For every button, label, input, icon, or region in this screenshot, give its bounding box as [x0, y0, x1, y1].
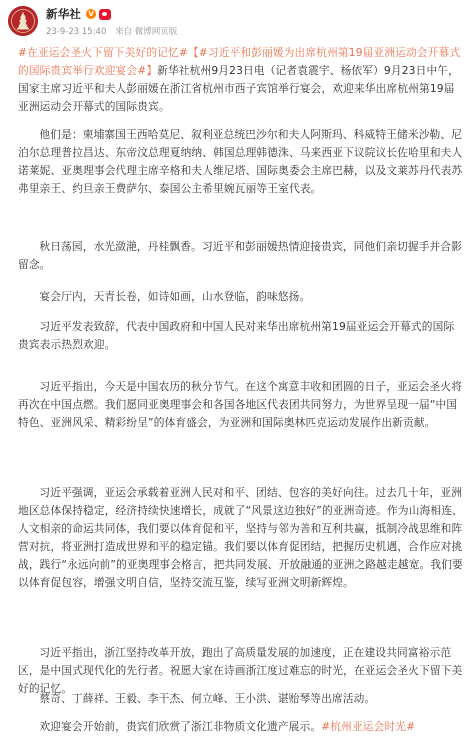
- guest-list-paragraph: 他们是：柬埔寨国王西哈莫尼、叙利亚总统巴沙尔和夫人阿斯玛、科威特王储米沙勒、尼泊尔总理普拉昌达、东帝汶总理夏纳纳、韩国总理韩德洙、马来西亚下议院议长佐哈里和夫人诺莱妮、亚奥理事会代理主席辛格和夫人维尼塔、国际奥委会主席巴赫，以及文莱苏丹代表苏弗里亲王、约旦亲王费萨尔、泰国公主希里婉瓦丽等王室代表。: [18, 128, 463, 195]
- post-timestamp[interactable]: 23-9-23 15:40: [46, 27, 107, 37]
- zhejiang-paragraph: 习近平指出，浙江坚持改革开放，跑出了高质量发展的加速度，正在建设共同富裕示范区，是中国式现代化的先行者。祝愿大家在诗画浙江度过难忘的时光，在亚运会圣火下留下美好的记忆。: [18, 646, 463, 695]
- banquet-hall-paragraph: 宴会厅内，天青长卷，如诗如画，山水登临，韵味悠扬。: [39, 290, 311, 303]
- speech-paragraph: 习近平发表致辞，代表中国政府和中国人民对来华出席杭州第19届亚运会开幕式的国际贵宾表示热烈欢迎。: [18, 320, 455, 351]
- weibo-member-icon: [99, 9, 111, 20]
- autumn-equinox-paragraph: 习近平指出，今天是中国农历的秋分节气。在这个寓意丰收和团圆的日子，亚运会圣火将再次在中国点燃。我们愿同亚奥理事会和各国各地区代表团共同努力，为世界呈现一届“中国特色、亚洲风采、精彩纷呈”的体育盛会，为亚洲和国际奥林匹克运动发展作出新贡献。: [18, 380, 463, 429]
- attendees-paragraph: 蔡奇、丁薛祥、王毅、李干杰、何立峰、王小洪、谌贻琴等出席活动。: [39, 692, 376, 705]
- xinhua-logo-icon: [8, 6, 38, 36]
- avatar[interactable]: [8, 6, 38, 36]
- closing-text: 欢迎宴会开始前，贵宾们欣赏了浙江非物质文化遗产展示。: [39, 720, 322, 733]
- post-source: 来自 微博网页版: [115, 27, 178, 37]
- welcome-paragraph: 秋日荡园，水光潋滟，丹桂飘香。习近平和彭丽媛热情迎接贵宾，同他们亲切握手并合影留念。: [18, 240, 463, 271]
- post-header: [0, 0, 474, 44]
- topic-link-memory[interactable]: #在亚运会圣火下留下美好的记忆#: [18, 46, 188, 59]
- asia-unity-paragraph: 习近平强调，亚运会承载着亚洲人民对和平、团结、包容的美好向往。过去几十年，亚洲地区总体保持稳定，经济持续快速增长，成就了“风景这边独好”的亚洲奇迹。作为山海相连、人文相亲的命运共同体，我们要以体育促和平，坚持与邻为善和互利共赢，抵制冷战思维和阵营对抗，将亚洲打造成世界和平的稳定锚。我们要以体育促团结，把握历史机遇，合作应对挑战，践行“永远向前”的亚奥理事会格言，把共同发展、开放融通的亚洲之路越走越宽。我们要以体育促包容，增强文明自信，坚持交流互鉴，续写亚洲文明新辉煌。: [18, 486, 463, 589]
- verified-badge-icon: V: [86, 9, 96, 19]
- lead-text: 新华社杭州9月23日电（记者袁震宇、杨依军）9月23日中午，国家主席习近平和夫人彭丽媛在浙江省杭州市西子宾馆举行宴会，欢迎来华出席杭州第19届亚洲运动会开幕式的国际贵宾。: [18, 64, 459, 113]
- post-meta: [46, 25, 183, 37]
- account-name[interactable]: 新华社: [46, 7, 82, 21]
- lead-paragraph: [18, 44, 464, 116]
- topic-link-asian-games-time[interactable]: #杭州亚运会时光#: [321, 720, 416, 733]
- topic-link-banquet[interactable]: 【#习近平和彭丽媛为出席杭州第19届亚洲运动会开幕式的国际贵宾举行欢迎宴会#】: [18, 46, 461, 77]
- closing-paragraph: [18, 718, 464, 736]
